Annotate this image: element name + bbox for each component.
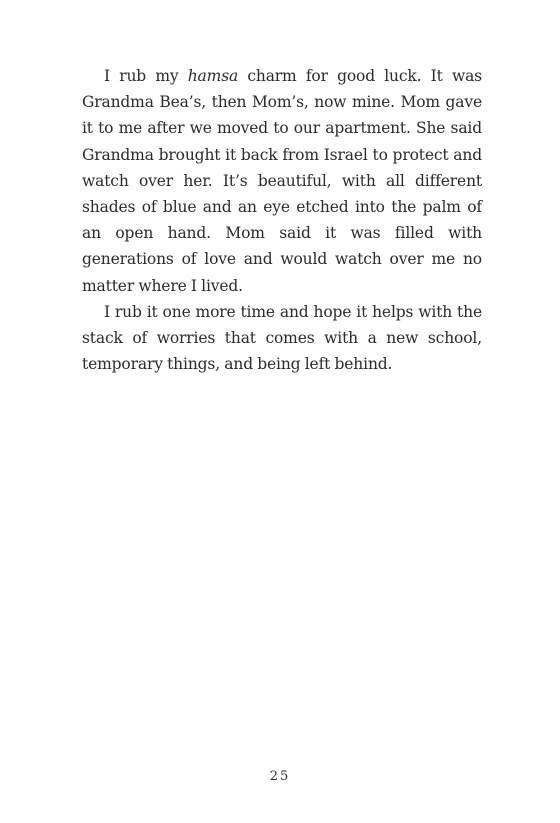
paragraph-1-rest: charm for good luck. It was Grandma Bea’s, then Mom’s, now mine. Mom gave it to me after we moved to our apartment. She said Grandma brought it back from Israel to protect and watch over her. It’s beautiful, with all different shades of blue and an eye etched into the palm of an open hand. Mom said it was filled with generations of love and would watch over me no matter where I lived. bbox=[82, 67, 482, 295]
hamsa-word: hamsa bbox=[187, 67, 239, 85]
paragraph-hamsa bbox=[82, 63, 482, 299]
paragraph-1-start: I rub my bbox=[104, 67, 188, 85]
paragraph-worries: I rub it one more time and hope it helps with the stack of worries that comes with a new school, temporary things, and being left behind. bbox=[82, 302, 482, 374]
body-text bbox=[82, 63, 482, 377]
page-number: 25 bbox=[269, 769, 291, 784]
